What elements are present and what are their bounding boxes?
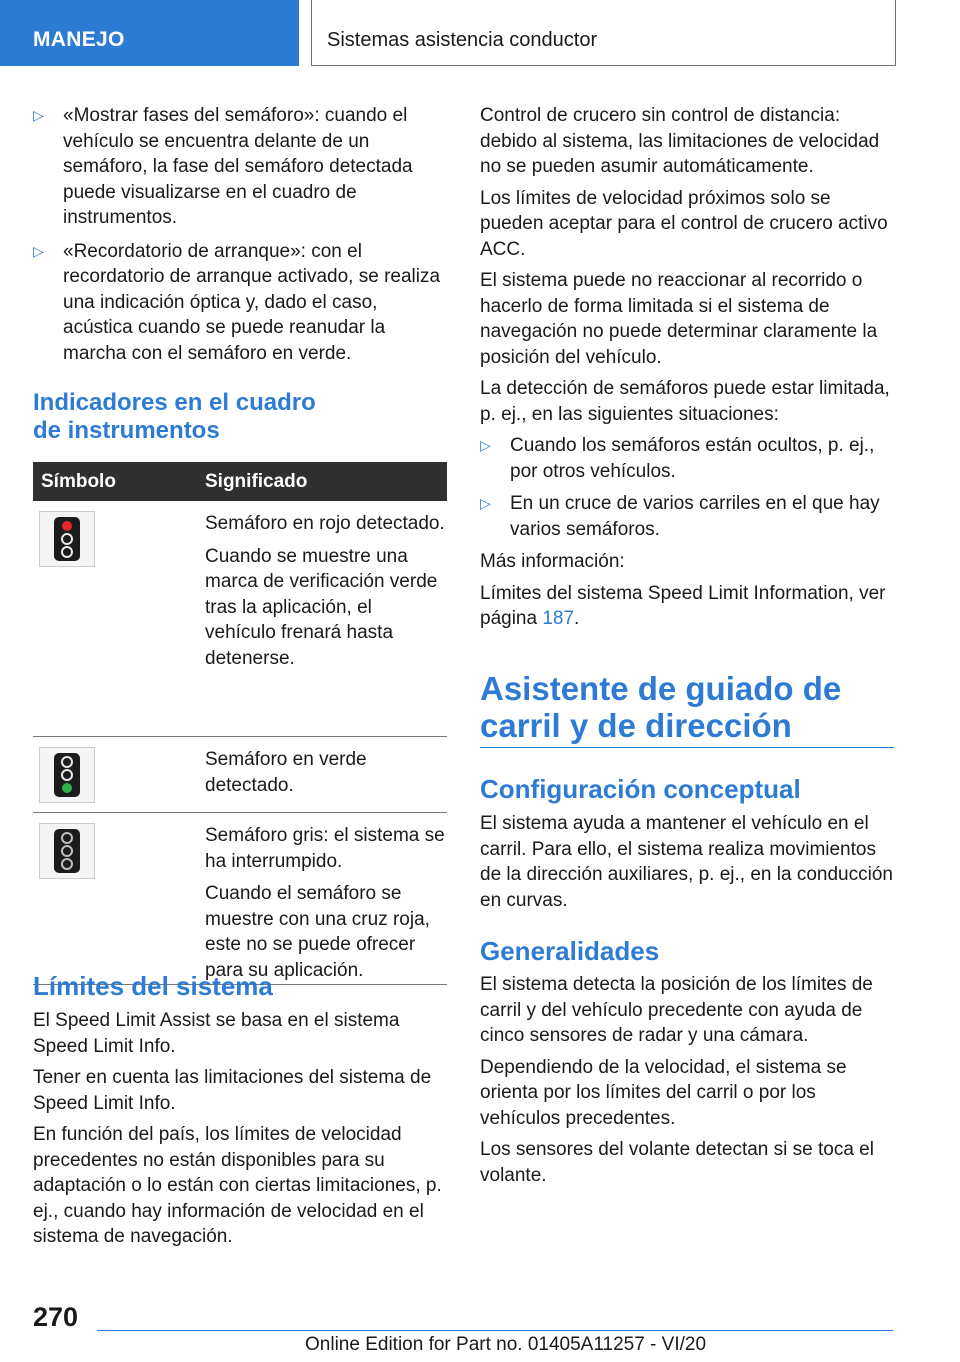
header-section-label: MANEJO <box>33 28 125 51</box>
title-underline <box>480 747 894 748</box>
section-title: Asistente de guiado de carril y de dirección <box>480 670 842 744</box>
list-item: ▷ En un cruce de varios carriles en el que hay varios semáforos. <box>480 493 880 540</box>
limits-text: El Speed Limit Assist se basa en el sistema Speed Limit Info. Tener en cuenta las limitaciones del sistema de Speed Limit Info. En función del país, los límites de velocidad precedentes no están disponibles para su adaptación o lo están con ciertas limitaciones, p. ej., cuando hay información de velocidad en el sistema de navegación. <box>33 1010 442 1247</box>
footer-divider <box>97 1330 893 1331</box>
general-text: El sistema detecta la posición de los límites de carril y del vehículo precedente con ayuda de cinco sensores de radar y una cámara. Dependiendo de la velocidad, el sistema se orienta por los límites del carril o por los vehículos precedentes. Los sensores del volante detectan si se toca el volante. <box>480 974 874 1186</box>
heading-concept: Configuración conceptual <box>480 774 801 804</box>
table-row: Semáforo gris: el sistema se ha interrumpido. Cuando el semáforo se muestre con una cruz roja, este no se puede ofrecer para su aplicación. <box>33 813 447 985</box>
list-item: ▷ Cuando los semáforos están ocultos, p. ej., por otros vehículos. <box>480 435 875 482</box>
table-row: Semáforo en verde detectado. <box>33 737 447 813</box>
page-link[interactable]: 187 <box>542 608 575 629</box>
column-header-meaning: Significado <box>205 471 308 492</box>
traffic-light-green-icon <box>39 747 95 803</box>
concept-text: El sistema ayuda a mantener el vehículo en el carril. Para ello, el sistema realiza movimientos de la dirección auxiliares, p. ej., en la conducción en curvas. <box>480 813 893 911</box>
traffic-light-red-icon <box>39 511 95 567</box>
traffic-light-grey-icon <box>39 823 95 879</box>
page-number: 270 <box>33 1302 79 1332</box>
triangle-bullet-icon: ▷ <box>33 107 44 123</box>
header-section-tab <box>0 0 299 66</box>
header-chapter-label: Sistemas asistencia conductor <box>327 29 598 51</box>
left-column <box>33 103 447 373</box>
right-column-top: Control de crucero sin control de distancia: debido al sistema, las limitaciones de velocidad no se pueden asumir automáticamente. Los límites de velocidad próximos solo se pueden aceptar para el control de crucero activo ACC. El sistema puede no reaccionar al recorrido o hacerlo de forma limitada si el sistema de navegación no puede determinar claramente la posición del vehículo. La detección de semáforos puede estar limitada, p. ej., en las siguientes situaciones: ▷ Cuando los semáforos están ocultos, p. ej., por otros vehículos. ▷ En un cruce de varios carriles en el que hay varios semáforos. Más información: Límites del sistema Speed Limit Information, ver página 187. <box>480 103 894 638</box>
edition-note: Online Edition for Part no. 01405A11257 - VI/20 <box>305 1334 707 1355</box>
heading-general: Generalidades <box>480 936 660 966</box>
list-item: ▷ «Recordatorio de arranque»: con el recordatorio de arranque activado, se realiza una indicación óptica y, dado el caso, acústica cuando se puede reanudar la marcha con el semáforo en verde. <box>33 240 441 364</box>
heading-system-limits: Límites del sistema <box>33 971 273 1001</box>
heading-indicators: Indicadores en el cuadro de instrumentos <box>33 389 316 444</box>
triangle-bullet-icon: ▷ <box>33 242 44 259</box>
table-header <box>33 462 447 501</box>
column-header-symbol: Símbolo <box>41 471 116 492</box>
triangle-bullet-icon: ▷ <box>480 437 491 453</box>
list-item: ▷ «Mostrar fases del semáforo»: cuando el vehículo se encuentra delante de un semáforo, la fase del semáforo detectada puede visualizarse en el cuadro de instrumentos. <box>33 105 413 228</box>
symbols-table <box>33 462 447 985</box>
table-row: Semáforo en rojo detectado. Cuando se muestre una marca de verificación verde tras la aplicación, el vehículo frenará hasta detenerse. <box>33 501 447 737</box>
triangle-bullet-icon: ▷ <box>480 495 491 511</box>
header-chapter-box <box>311 0 896 66</box>
page-reference: Límites del sistema Speed Limit Information, ver página 187. <box>480 582 886 629</box>
